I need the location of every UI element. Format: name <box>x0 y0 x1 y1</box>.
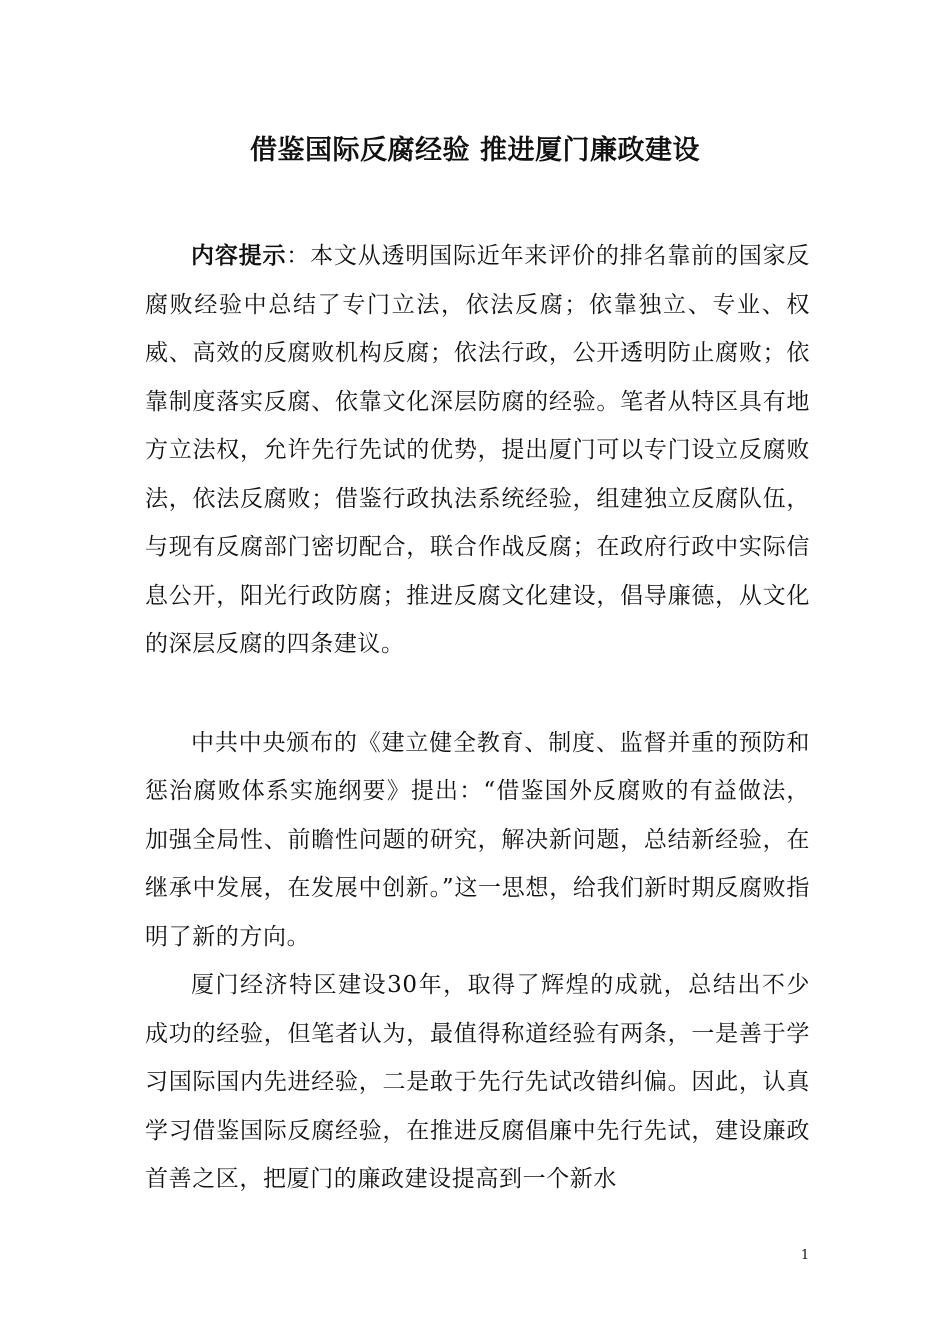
abstract-separator: ： <box>286 243 311 269</box>
abstract-label: 内容提示 <box>191 243 287 269</box>
document-body <box>145 232 810 1204</box>
document-title: 借鉴国际反腐经验 推进厦门廉政建设 <box>250 135 700 166</box>
body-paragraph-1: 中共中央颁布的《建立健全教育、制度、监督并重的预防和惩治腐败体系实施纲要》提出：“借鉴国外反腐败的有益做法，加强全局性、前瞻性问题的研究，解决新问题，总结新经验，在继承中发展，在发展中创新。”这一思想，给我们新时期反腐败指明了新的方向。 <box>145 729 810 950</box>
page-number: 1 <box>800 1248 810 1263</box>
abstract-text: 本文从透明国际近年来评价的排名靠前的国家反腐败经验中总结了专门立法，依法反腐；依靠独立、专业、权威、高效的反腐败机构反腐；依法行政，公开透明防止腐败；依靠制度落实反腐、依靠文化深层防腐的经验。笔者从特区具有地方立法权，允许先行先试的优势，提出厦门可以专门设立反腐败法，依法反腐败；借鉴行政执法系统经验，组建独立反腐队伍，与现有反腐部门密切配合，联合作战反腐；在政府行政中实际信息公开，阳光行政防腐；推进反腐文化建设，倡导廉德，从文化的深层反腐的四条建议。 <box>145 243 810 657</box>
abstract-paragraph <box>145 232 810 669</box>
body-paragraph-2: 厦门经济特区建设30年，取得了辉煌的成就，总结出不少成功的经验，但笔者认为，最值得称道经验有两条，一是善于学习国际国内先进经验，二是敢于先行先试改错纠偏。因此，认真学习借鉴国际反腐经验，在推进反腐倡廉中先行先试，建设廉政首善之区，把厦门的廉政建设提高到一个新水 <box>145 972 810 1192</box>
section-gap <box>145 669 810 719</box>
